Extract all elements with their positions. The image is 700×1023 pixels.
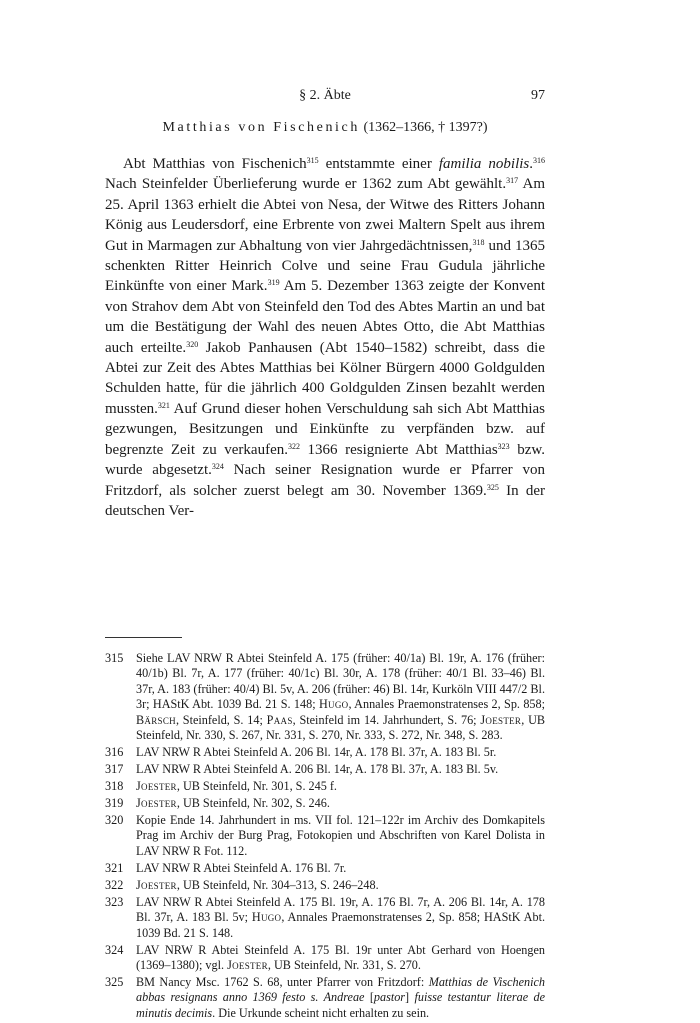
footnote-text: Joester, UB Steinfeld, Nr. 304–313, S. 246–248.: [136, 877, 379, 892]
footnote-ref[interactable]: 320: [186, 339, 199, 349]
footnotes: [105, 651, 545, 1023]
footnote-text: Siehe LAV NRW R Abtei Steinfeld A. 175 (früher: 40/1a) Bl. 19r, A. 176 (früher: 40/1b) Bl. 7r, A. 177 (früher: 40/1c) Bl. 30r, A. 178 (früher: 40/1 Bl. 33–46) Bl. 37r, A. 183 (früher: 40/4) Bl. 5v, A. 206 (früher: 46) Bl. 14r, Kurköln VIII 447/2 Bl. 3r; HAStK Abt. 1039 Bd. 21 S. 148; Hugo, Annales Praemonstratenses 2, Sp. 858; Bärsch, Steinfeld, S. 14; Paas, Steinfeld im 14. Jahrhundert, S. 76; Joester, UB Steinfeld, Nr. 330, S. 267, Nr. 331, S. 270, Nr. 333, S. 272, Nr. 348, S. 283.: [136, 651, 545, 743]
footnote-322: [105, 878, 545, 893]
footnote-text: LAV NRW R Abtei Steinfeld A. 206 Bl. 14r, A. 178 Bl. 37r, A. 183 Bl. 5r.: [136, 745, 497, 760]
body-text: Abt Matthias von Fischenich: [123, 156, 307, 172]
abbot-dates: (1362–1366, † 1397?): [363, 120, 488, 135]
footnote-317: [105, 762, 545, 777]
footnote-323: [105, 895, 545, 941]
footnote-number: 325: [105, 975, 124, 990]
footnote-ref[interactable]: 322: [287, 441, 300, 451]
body-paragraph: [105, 154, 545, 521]
footnote-315: [105, 651, 545, 743]
body-text: und 1365 schenkten Ritter Heinrich Colve und seine Frau Gudula jährliche Einkünfte von einer Mark.: [105, 237, 545, 295]
footnote-ref[interactable]: 319: [267, 278, 280, 288]
footnote-number: 317: [105, 762, 124, 777]
footnote-325: [105, 975, 545, 1021]
abbot-name: Matthias von Fischenich: [162, 120, 360, 135]
footnote-text: Kopie Ende 14. Jahrhundert in ms. VII fol. 121–122r im Archiv des Domkapitels Prag im Archiv der Burg Prag, Fotokopien und Abschriften von Karel Dolista in LAV NRW R Fot. 112.: [136, 813, 545, 858]
footnote-text: LAV NRW R Abtei Steinfeld A. 175 Bl. 19r unter Abt Gerhard von Hoengen (1369–1380); vgl. Joester, UB Steinfeld, Nr. 331, S. 270.: [136, 942, 545, 973]
footnote-ref[interactable]: 317: [506, 176, 519, 186]
footnote-320: [105, 813, 545, 859]
body-text: Am 25. April 1363 erhielt die Abtei von Nesa, der Witwe des Ritters Johann König aus Leudersdorf, eine Erbrente von zwei Maltern Spelt aus ihrem Gut in Marmagen zur Abhaltung von vier Jahrgedächtnissen,: [105, 176, 545, 254]
footnote-number: 324: [105, 942, 124, 957]
footnote-number: 319: [105, 796, 124, 811]
footnote-number: 322: [105, 877, 124, 892]
running-head: § 2. Äbte: [299, 88, 351, 103]
body-text: Jakob Panhausen (Abt 1540–1582) schreibt, dass die Abtei zur Zeit des Abtes Matthias bei Kölner Bürgern 4000 Goldgulden Schulden hatte, für die jährlich 400 Goldgulden Zinsen bezahlt werden mussten.: [105, 339, 545, 417]
body-text: entstammte einer: [318, 156, 439, 172]
footnote-318: [105, 779, 545, 794]
main-text: [105, 154, 545, 521]
body-italic: familia nobilis: [438, 156, 530, 172]
footnote-319: [105, 796, 545, 811]
body-text: .: [529, 156, 533, 172]
section-title: [105, 120, 545, 136]
footnote-ref[interactable]: 323: [497, 441, 510, 451]
footnote-text: Joester, UB Steinfeld, Nr. 302, S. 246.: [136, 796, 330, 811]
footnote-separator: [105, 637, 182, 638]
footnote-number: 320: [105, 813, 124, 828]
footnote-ref[interactable]: 318: [472, 237, 485, 247]
footnote-number: 316: [105, 745, 124, 760]
body-text: Auf Grund dieser hohen Verschuldung sah sich Abt Matthias gezwungen, Besitzungen und Einkünfte zu verpfänden bzw. auf begrenzte Zeit zu verkaufen.: [105, 400, 545, 458]
footnote-text: LAV NRW R Abtei Steinfeld A. 175 Bl. 19r, A. 176 Bl. 7r, A. 206 Bl. 14r, A. 178 Bl. 37r, A. 183 Bl. 5v; Hugo, Annales Praemonstratenses 2, Sp. 858; HAStK Abt. 1039 Bd. 21 S. 148.: [136, 894, 545, 940]
footnote-321: [105, 861, 545, 876]
footnote-ref[interactable]: 315: [306, 156, 319, 165]
footnote-ref[interactable]: 321: [157, 400, 170, 410]
body-text: bzw. wurde abgesetzt.: [105, 441, 545, 479]
body-text: 1366 resignierte Abt Matthias: [299, 441, 498, 458]
footnote-text: Joester, UB Steinfeld, Nr. 301, S. 245 f.: [136, 779, 337, 794]
body-text: Am 5. Dezember 1363 zeigte der Konvent von Strahov dem Abt von Steinfeld den Tod des Abtes Martin an und bat um die Bestätigung der Wahl des neuen Abtes Otto, die Abt Matthias auch erteilte.: [105, 278, 545, 356]
body-text: In der deutschen Ver-: [105, 482, 545, 519]
page-header: [105, 88, 545, 108]
footnote-324: [105, 943, 545, 974]
footnote-text: BM Nancy Msc. 1762 S. 68, unter Pfarrer von Fritzdorf: Matthias de Vischenich abbas resignans anno 1369 festo s. Andreae [pastor] fuisse testantur literae de minutis decimis. Die Urkunde scheint nicht erhalten zu sein.: [136, 975, 546, 1020]
page-number: 97: [531, 88, 545, 103]
footnote-number: 315: [105, 651, 124, 665]
footnote-number: 318: [105, 779, 124, 794]
footnote-ref[interactable]: 316: [533, 156, 545, 165]
footnote-number: 321: [105, 860, 124, 875]
footnote-text: LAV NRW R Abtei Steinfeld A. 176 Bl. 7r.: [136, 860, 347, 875]
footnote-316: [105, 745, 545, 760]
footnote-ref[interactable]: 324: [211, 462, 224, 472]
body-text: Nach Steinfelder Überlieferung wurde er 1362 zum Abt gewählt.: [105, 176, 507, 193]
body-text: Nach seiner Resignation wurde er Pfarrer von Fritzdorf, als solcher zuerst belegt am 30. November 1369.: [105, 462, 545, 499]
footnote-number: 323: [105, 894, 124, 909]
footnote-ref[interactable]: 325: [486, 482, 499, 492]
footnote-text: LAV NRW R Abtei Steinfeld A. 206 Bl. 14r, A. 178 Bl. 37r, A. 183 Bl. 5v.: [136, 762, 499, 777]
